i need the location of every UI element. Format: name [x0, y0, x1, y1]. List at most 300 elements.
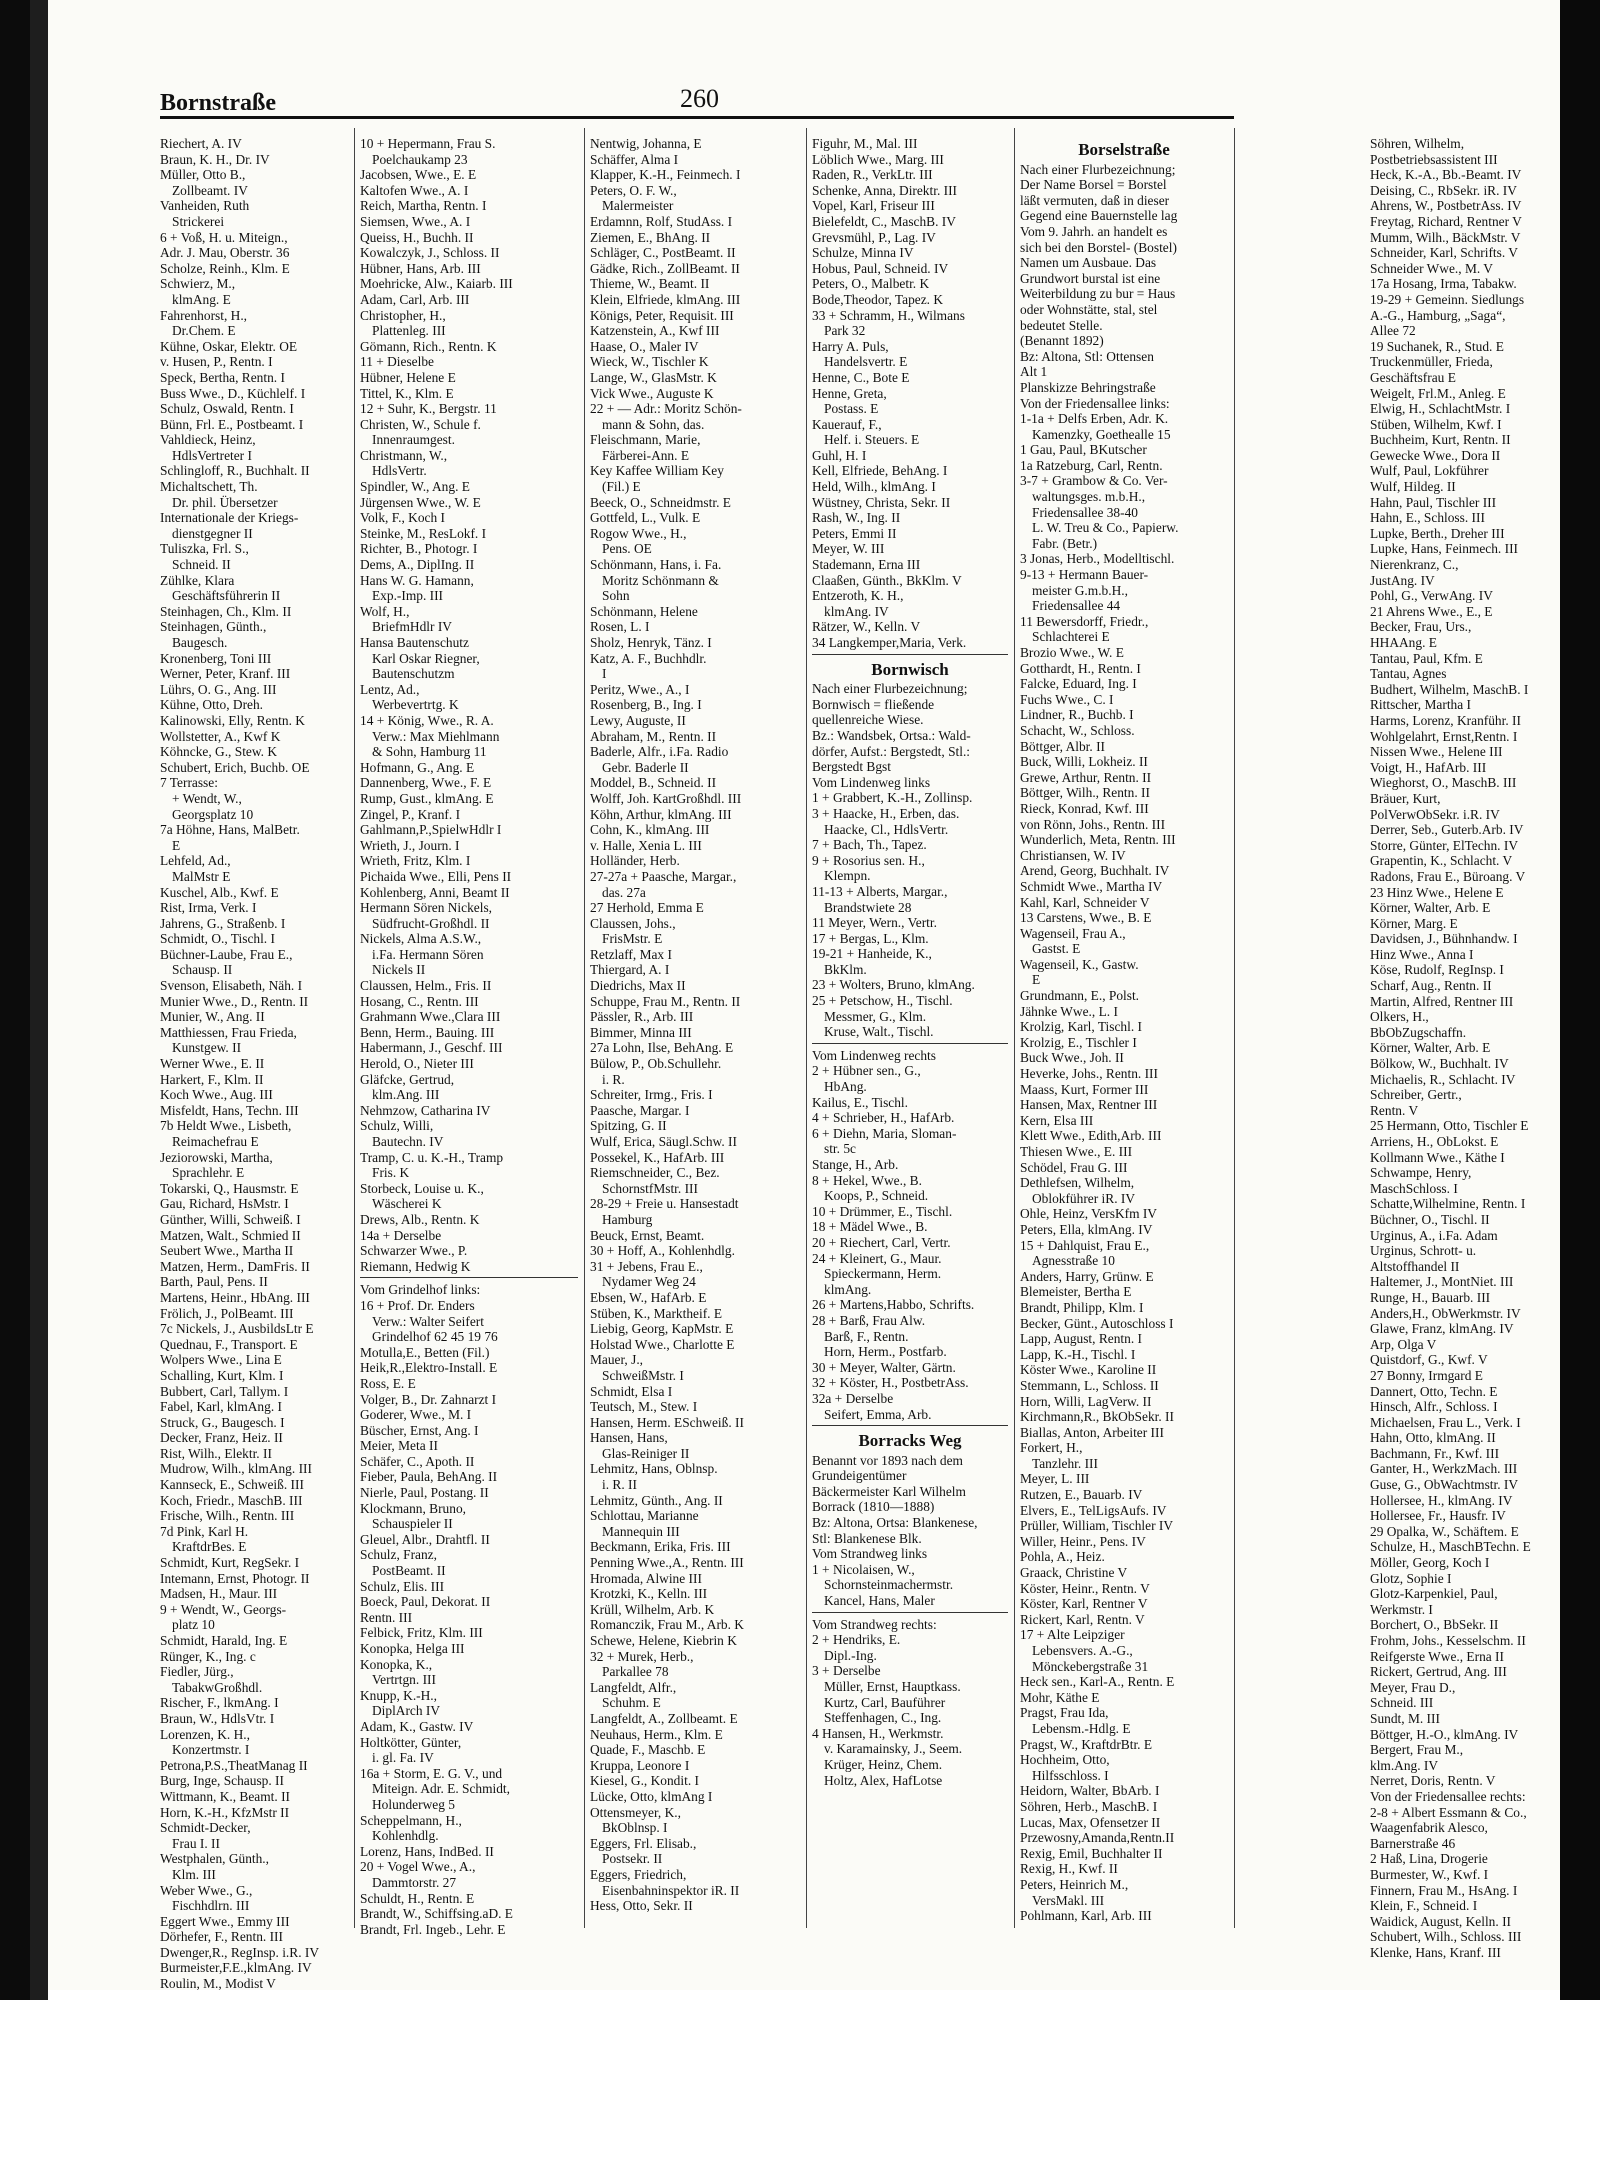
directory-entry: Hahn, Paul, Tischler III: [1370, 494, 1497, 510]
directory-entry: Böttger, Albr. II: [1020, 738, 1106, 754]
scan-bottom-margin: [0, 2000, 1600, 2177]
directory-entry: Gebr. Baderle II: [602, 759, 689, 775]
directory-entry: Lange, W., GlasMstr. K: [590, 369, 717, 385]
directory-entry: 4 + Schrieber, H., HafArb.: [812, 1110, 955, 1126]
directory-entry: Abraham, M., Rentn. II: [590, 728, 717, 744]
directory-entry: L. W. Treu & Co., Papierw.: [1032, 520, 1179, 536]
directory-entry: Borchert, O., BbSekr. II: [1370, 1617, 1499, 1633]
directory-entry: Wagenseil, Frau A.,: [1020, 925, 1126, 941]
directory-entry: Wittmann, K., Beamt. II: [160, 1788, 290, 1804]
directory-entry: Holstad Wwe., Charlotte E: [590, 1336, 735, 1352]
directory-entry: 19 Suchanek, R., Stud. E: [1370, 338, 1504, 354]
directory-entry: BkKlm.: [824, 961, 867, 977]
directory-entry: Exp.-Imp. III: [372, 588, 444, 604]
directory-entry: 31 + Jebens, Frau E.,: [590, 1258, 703, 1274]
directory-entry: 28-29 + Freie u. Hansestadt: [590, 1196, 739, 1212]
directory-entry: 1 Gau, Paul, BKutscher: [1020, 442, 1147, 458]
directory-entry: Schausp. II: [172, 962, 233, 978]
directory-entry: Lebensvers. A.-G.,: [1032, 1643, 1133, 1658]
directory-entry: Rosen, L. I: [590, 619, 650, 635]
directory-entry: Frölich, J., PolBeamt. III: [160, 1305, 294, 1321]
directory-entry: waltungsges. m.b.H.,: [1032, 489, 1146, 505]
directory-entry: Moehricke, Alw., Kaiarb. III: [360, 276, 513, 292]
directory-entry: Grundeigentümer: [812, 1468, 907, 1484]
directory-entry: Körner, Walter, Arb. E: [1370, 900, 1491, 916]
directory-entry: 7d Pink, Karl H.: [160, 1523, 249, 1539]
directory-entry: Peters, O. F. W.,: [590, 182, 677, 198]
directory-entry: 7c Nickels, J., AusbildsLtr E: [160, 1321, 314, 1337]
directory-entry: Rieck, Konrad, Kwf. III: [1020, 800, 1149, 816]
directory-entry: JustAng. IV: [1370, 572, 1435, 588]
directory-entry: Scharf, Aug., Rentn. II: [1370, 978, 1492, 994]
directory-entry: Vom Grindelhof links:: [360, 1282, 481, 1298]
directory-entry: Messmer, G., Klm.: [824, 1008, 927, 1024]
directory-entry: Schornsteinmachermstr.: [824, 1577, 954, 1593]
directory-entry: Kruppa, Leonore I: [590, 1757, 690, 1773]
directory-entry: 11-13 + Alberts, Margar.,: [812, 883, 948, 899]
directory-entry: Munier, W., Ang. II: [160, 1009, 265, 1025]
directory-entry: Bornwisch = fließende: [812, 696, 935, 712]
directory-entry: Schulz, Willi,: [360, 1118, 434, 1134]
directory-entry: Schulze, Minna IV: [812, 245, 914, 261]
section-rule: [812, 1043, 1008, 1045]
directory-entry: Brozio Wwe., W. E: [1020, 645, 1124, 660]
directory-entry: Klein, Elfriede, klmAng. III: [590, 291, 741, 307]
directory-entry: Hess, Otto, Sekr. II: [590, 1898, 693, 1914]
directory-entry: Büchner-Laube, Frau E.,: [160, 946, 293, 962]
directory-entry: Peters, Ella, klmAng. IV: [1020, 1221, 1153, 1237]
directory-entry: FrisMstr. E: [602, 931, 663, 947]
directory-entry: Kern, Elsa III: [1020, 1112, 1094, 1128]
directory-entry: Schatte,Wilhelmine, Rentn. I: [1370, 1196, 1526, 1212]
directory-entry: 2 Haß, Lina, Drogerie: [1370, 1851, 1488, 1867]
directory-entry: Köster Wwe., Karoline II: [1020, 1362, 1157, 1378]
directory-entry: i. gl. Fa. IV: [372, 1750, 434, 1766]
directory-entry: oder Wohnstätte, stal, stel: [1020, 301, 1158, 317]
directory-entry: Habermann, J., Geschf. III: [360, 1040, 503, 1056]
directory-entry: Schönmann, Hans, i. Fa.: [590, 557, 722, 573]
directory-entry: Jürgensen Wwe., W. E: [360, 494, 481, 510]
directory-entry: Pragst, W., KraftdrBtr. E: [1020, 1736, 1153, 1752]
directory-entry: Rickert, Karl, Rentn. V: [1020, 1611, 1145, 1627]
directory-entry: Söhren, Herb., MaschB. I: [1020, 1798, 1158, 1814]
directory-entry: Schenke, Anna, Direktr. III: [812, 182, 958, 198]
directory-entry: Frau I. II: [172, 1835, 220, 1851]
directory-entry: HbAng.: [824, 1079, 867, 1095]
directory-entry: Frische, Wilh., Rentn. III: [160, 1508, 295, 1524]
directory-entry: Forkert, H.,: [1020, 1440, 1083, 1456]
directory-entry: Scheppelmann, H.,: [360, 1812, 462, 1828]
directory-entry: Werner Wwe., E. II: [160, 1056, 265, 1072]
directory-entry: Krolzig, Karl, Tischl. I: [1020, 1019, 1142, 1035]
directory-entry: Grundwort burstal ist eine: [1020, 270, 1161, 286]
directory-entry: Wohlgelahrt, Ernst,Rentn. I: [1370, 728, 1518, 744]
directory-entry: Adam, Carl, Arb. III: [360, 291, 470, 307]
directory-entry: Kühne, Otto, Dreh.: [160, 697, 264, 713]
directory-entry: Brandt, Frl. Ingeb., Lehr. E: [360, 1921, 506, 1937]
directory-entry: 28 + Barß, Frau Alw.: [812, 1312, 926, 1328]
directory-entry: Nickels II: [372, 962, 426, 978]
directory-column-4: [812, 136, 1008, 1788]
directory-entry: Koch, Friedr., MaschB. III: [160, 1492, 303, 1508]
directory-entry: Schmidt, Elsa I: [590, 1383, 673, 1399]
directory-entry: Prüller, William, Tischler IV: [1020, 1518, 1174, 1534]
directory-entry: Rutzen, E., Bauarb. IV: [1020, 1487, 1143, 1503]
directory-entry: Neuhaus, Herm., Klm. E: [590, 1726, 723, 1742]
directory-entry: Allee 72: [1370, 323, 1416, 339]
directory-entry: Petrona,P.S.,TheatManag II: [160, 1757, 308, 1773]
directory-entry: Hollersee, H., klmAng. IV: [1370, 1492, 1513, 1508]
directory-entry: Meyer, W. III: [812, 541, 885, 557]
directory-entry: Lindner, R., Buchb. I: [1020, 707, 1134, 723]
directory-entry: Schneider, Karl, Schrifts. V: [1370, 245, 1518, 261]
directory-entry: 25 Hermann, Otto, Tischler E: [1370, 1118, 1529, 1134]
directory-entry: Horn, K.-H., KfzMstr II: [160, 1804, 290, 1820]
directory-entry: Konzertmstr. I: [172, 1742, 250, 1758]
directory-entry: SchornstfMstr. III: [602, 1180, 698, 1196]
directory-entry: klmAng.: [824, 1281, 872, 1297]
directory-entry: Thiergard, A. I: [590, 962, 670, 978]
directory-entry: Schubert, Wilh., Schloss. III: [1370, 1929, 1522, 1945]
directory-entry: Internationale der Kriegs-: [160, 510, 299, 526]
directory-entry: Liebig, Georg, KapMstr. E: [590, 1321, 734, 1337]
directory-entry: Dr. phil. Übersetzer: [172, 494, 278, 510]
directory-entry: Mumm, Wilh., BäckMstr. V: [1370, 229, 1521, 245]
directory-entry: I: [602, 666, 607, 682]
directory-entry: Mannequin III: [602, 1523, 680, 1539]
directory-entry: Peritz, Wwe., A., I: [590, 681, 690, 697]
directory-entry: Bergstedt Bgst: [812, 759, 891, 775]
directory-entry: Buck, Willi, Lokheiz. II: [1020, 754, 1148, 770]
directory-entry: Haacke, Cl., HdlsVertr.: [824, 821, 949, 837]
directory-entry: Schulze, H., MaschBTechn. E: [1370, 1539, 1531, 1555]
directory-entry: Vopel, Karl, Friseur III: [812, 198, 935, 214]
directory-entry: Wäscherei K: [372, 1196, 442, 1212]
directory-entry: Riemschneider, C., Bez.: [590, 1165, 720, 1181]
directory-entry: Hansen, Hans,: [590, 1430, 668, 1446]
directory-entry: 26 + Martens,Habbo, Schrifts.: [812, 1297, 975, 1313]
directory-entry: bedeutet Stelle.: [1020, 317, 1103, 333]
directory-entry: klmAng. IV: [824, 603, 889, 619]
directory-entry: Hromada, Alwine III: [590, 1570, 702, 1586]
directory-entry: 12 + Suhr, K., Bergstr. 11: [360, 401, 497, 417]
directory-entry: Retzlaff, Max I: [590, 946, 672, 962]
directory-entry: Falcke, Eduard, Ing. I: [1020, 676, 1137, 692]
directory-entry: Lorenz, Hans, IndBed. II: [360, 1843, 494, 1859]
directory-entry: Schalling, Kurt, Klm. I: [160, 1367, 284, 1383]
column-divider: [1234, 128, 1235, 1928]
directory-entry: Boeck, Paul, Dekorat. II: [360, 1594, 491, 1610]
directory-entry: Kronenberg, Toni III: [160, 650, 272, 666]
directory-entry: Richter, B., Photogr. I: [360, 541, 478, 557]
directory-entry: Schäfer, C., Apoth. II: [360, 1453, 475, 1469]
directory-entry: sich bei den Borstel- (Bostel): [1020, 239, 1177, 255]
directory-entry: Reimachefrau E: [172, 1134, 259, 1149]
directory-entry: Weiterbildung zu bur = Haus: [1020, 286, 1176, 302]
directory-entry: Geschäftsführerin II: [172, 588, 281, 604]
directory-entry: Krüger, Heinz, Chem.: [824, 1756, 943, 1772]
directory-entry: Von der Friedensallee links:: [1020, 395, 1170, 411]
directory-entry: 25 + Petschow, H., Tischl.: [812, 993, 953, 1009]
directory-entry: Beuck, Ernst, Beamt.: [590, 1227, 705, 1243]
directory-entry: Wieghorst, O., MaschB. III: [1370, 775, 1517, 791]
directory-entry: Storbeck, Louise u. K.,: [360, 1180, 484, 1196]
directory-entry: 6 + Diehn, Maria, Sloman-: [812, 1125, 957, 1141]
directory-entry: Vick Wwe., Auguste K: [590, 385, 714, 401]
directory-entry: Böttger, H.-O., klmAng. IV: [1370, 1726, 1519, 1742]
directory-entry: Moritz Schönmann &: [602, 572, 719, 588]
directory-entry: Hansa Bautenschutz: [360, 635, 469, 650]
directory-entry: Lührs, O. G., Ang. III: [160, 681, 277, 697]
directory-entry: Guhl, H. I: [812, 447, 867, 463]
directory-entry: Graack, Christine V: [1020, 1565, 1128, 1581]
directory-entry: Thieme, W., Beamt. II: [590, 276, 710, 292]
directory-entry: KraftdrBes. E: [172, 1539, 247, 1555]
directory-entry: Steinhagen, Ch., Klm. II: [160, 603, 292, 619]
directory-entry: (Fil.) E: [602, 479, 641, 495]
directory-entry: Freytag, Richard, Rentner V: [1370, 213, 1522, 229]
directory-entry: Holtz, Alex, HafLotse: [824, 1772, 943, 1788]
street-heading: Borselstraße: [1078, 140, 1170, 159]
directory-entry: Dwenger,R., RegInsp. i.R. IV: [160, 1944, 320, 1960]
directory-entry: 27-27a + Paasche, Margar.,: [590, 868, 737, 884]
directory-entry: Benn, Herm., Bauing. III: [360, 1024, 495, 1040]
directory-entry: Gewecke Wwe., Dora II: [1370, 447, 1501, 463]
directory-entry: Glotz-Karpenkiel, Paul,: [1370, 1586, 1498, 1602]
directory-entry: Haase, O., Maler IV: [590, 338, 699, 354]
directory-entry: Storre, Günter, ElTechn. IV: [1370, 837, 1519, 853]
directory-entry: Bielefeldt, C., MaschB. IV: [812, 213, 956, 229]
directory-entry: Henne, Greta,: [812, 385, 887, 401]
directory-entry: Konopka, Helga III: [360, 1641, 465, 1656]
directory-entry: Lupke, Hans, Feinmech. III: [1370, 541, 1518, 557]
directory-entry: Svenson, Elisabeth, Näh. I: [160, 978, 303, 994]
directory-entry: 7 Terrasse:: [160, 775, 218, 791]
directory-entry: Hosang, C., Rentn. III: [360, 993, 479, 1009]
directory-entry: Altstoffhandel II: [1370, 1258, 1460, 1274]
directory-entry: Holtkötter, Günter,: [360, 1734, 462, 1750]
directory-entry: Roulin, M., Modist V: [160, 1976, 276, 1992]
directory-entry: Vahldieck, Heinz,: [160, 432, 256, 448]
directory-entry: Volger, B., Dr. Zahnarzt I: [360, 1391, 497, 1407]
directory-entry: Urginus, A., i.Fa. Adam: [1370, 1227, 1498, 1243]
directory-entry: Kamenzky, Goethealle 15: [1032, 426, 1171, 442]
directory-entry: 18 + Mädel Wwe., B.: [812, 1219, 928, 1235]
directory-entry: VersMakl. III: [1032, 1892, 1105, 1908]
directory-entry: Burmester, W., Kwf. I: [1370, 1866, 1489, 1882]
directory-entry: Baugesch.: [172, 635, 228, 650]
directory-entry: Grindelhof 62 45 19 76: [372, 1329, 498, 1345]
directory-entry: Voigt, H., HafArb. III: [1370, 759, 1487, 775]
directory-entry: Rittscher, Martha I: [1370, 697, 1471, 713]
directory-entry: Lewy, Auguste, II: [590, 712, 686, 728]
directory-entry: Lentz, Ad.,: [360, 681, 420, 697]
directory-entry: 3-7 + Grambow & Co. Ver-: [1020, 473, 1168, 489]
directory-entry: & Sohn, Hamburg 11: [372, 744, 487, 760]
directory-entry: Schwampe, Henry,: [1370, 1165, 1472, 1181]
directory-entry: Schmidt, Kurt, RegSekr. I: [160, 1555, 300, 1571]
directory-entry: Heck, K.-A., Bb.-Beamt. IV: [1370, 167, 1522, 183]
directory-entry: Schubert, Erich, Buchb. OE: [160, 759, 310, 775]
directory-entry: Zingel, P., Kranf. I: [360, 806, 461, 822]
directory-entry: Deising, C., RbSekr. iR. IV: [1370, 182, 1517, 198]
directory-entry: Schmidt Wwe., Martha IV: [1020, 878, 1163, 894]
directory-entry: Sprachlehr. E: [172, 1165, 245, 1181]
directory-entry: 16 + Prof. Dr. Enders: [360, 1297, 475, 1313]
directory-entry: Weigelt, Frl.M., Anleg. E: [1370, 385, 1506, 401]
directory-entry: Agnesstraße 10: [1032, 1253, 1115, 1269]
directory-entry: Raden, R., VerkLtr. III: [812, 167, 933, 183]
directory-entry: Wulf, Hildeg. II: [1370, 479, 1456, 495]
directory-entry: Namen um Ausbaue. Das: [1020, 255, 1157, 271]
directory-entry: Kauerauf, F.,: [812, 416, 882, 432]
directory-entry: Fris. K: [372, 1165, 410, 1181]
directory-entry: Urginus, Schrott- u.: [1370, 1243, 1477, 1259]
directory-entry: Nierle, Paul, Postang. II: [360, 1485, 489, 1501]
directory-entry: 32 + Köster, H., PostbetrAss.: [812, 1375, 969, 1391]
directory-entry: Burg, Inge, Schausp. II: [160, 1773, 284, 1789]
directory-entry: + Wendt, W.,: [172, 790, 242, 806]
directory-entry: Burmeister,F.E.,klmAng. IV: [160, 1960, 312, 1976]
directory-entry: Intemann, Ernst, Photogr. II: [160, 1570, 310, 1586]
directory-entry: Rentn. V: [1370, 1102, 1419, 1118]
directory-entry: Pohl, G., VerwAng. IV: [1370, 588, 1493, 604]
directory-entry: Kell, Elfriede, BehAng. I: [812, 463, 948, 479]
directory-entry: Fabr. (Betr.): [1032, 535, 1098, 551]
directory-entry: Stademann, Erna III: [812, 557, 921, 573]
directory-entry: Rosenberg, B., Ing. I: [590, 697, 702, 713]
directory-entry: Schuldt, H., Rentn. E: [360, 1890, 475, 1906]
directory-entry: Köhn, Arthur, klmAng. III: [590, 806, 732, 822]
directory-entry: Rischer, F., lkmAng. I: [160, 1695, 279, 1711]
directory-entry: Schulz, Elis. III: [360, 1578, 445, 1594]
directory-entry: 2-8 + Albert Essmann & Co.,: [1370, 1804, 1527, 1820]
directory-entry: Färberei-Ann. E: [602, 447, 690, 463]
directory-entry: Tramp, C. u. K.-H., Tramp: [360, 1149, 504, 1165]
directory-entry: Nierenkranz, C.,: [1370, 557, 1459, 573]
directory-entry: Meier, Meta II: [360, 1438, 438, 1454]
directory-entry: 27a Lohn, Ilse, BehAng. E: [590, 1040, 734, 1056]
directory-entry: Schuppe, Frau M., Rentn. II: [590, 993, 741, 1009]
directory-entry: v. Halle, Xenia L. III: [590, 837, 702, 853]
directory-entry: Gömann, Rich., Rentn. K: [360, 338, 497, 354]
directory-entry: Mönckebergstraße 31: [1032, 1658, 1149, 1674]
directory-entry: Paasche, Margar. I: [590, 1102, 690, 1118]
directory-entry: 14a + Derselbe: [360, 1227, 442, 1243]
directory-entry: Parkallee 78: [602, 1664, 669, 1680]
directory-entry: Possekel, K., HafArb. III: [590, 1149, 725, 1165]
directory-entry: Madsen, H., Maur. III: [160, 1586, 278, 1602]
directory-entry: Glas-Reiniger II: [602, 1445, 690, 1461]
directory-entry: Erdamnn, Rolf, StudAss. I: [590, 213, 733, 229]
directory-entry: Schneid. III: [1370, 1695, 1434, 1711]
directory-entry: Peters, Heinrich M.,: [1020, 1876, 1129, 1892]
directory-entry: Cohn, K., klmAng. III: [590, 822, 710, 838]
directory-entry: Thiesen Wwe., E. III: [1020, 1144, 1133, 1159]
directory-entry: 21 Ahrens Wwe., E., E: [1370, 603, 1493, 619]
directory-entry: Ganter, H., WerkzMach. III: [1370, 1461, 1518, 1477]
directory-entry: Koops, P., Schneid.: [824, 1188, 929, 1204]
directory-entry: Hinsch, Alfr., Schloss. I: [1370, 1399, 1498, 1415]
directory-entry: Schlachterei E: [1032, 629, 1110, 645]
directory-entry: Hansen, Max, Rentner III: [1020, 1097, 1158, 1113]
directory-entry: Elwig, H., SchlachtMstr. I: [1370, 401, 1511, 417]
directory-entry: Postbetriebsassistent III: [1370, 151, 1498, 167]
section-rule: [812, 1612, 1008, 1614]
directory-entry: Glawe, Franz, klmAng. IV: [1370, 1321, 1514, 1337]
directory-entry: Rexig, Emil, Buchhalter II: [1020, 1845, 1163, 1861]
directory-entry: Miteign. Adr. E. Schmidt,: [372, 1781, 510, 1797]
directory-entry: Olkers, H.,: [1370, 1009, 1429, 1025]
directory-entry: Nissen Wwe., Helene III: [1370, 744, 1503, 760]
directory-entry: 1 + Nicolaisen, W.,: [812, 1561, 915, 1577]
directory-entry: Pragst, Frau Ida,: [1020, 1705, 1109, 1721]
directory-entry: Meyer, L. III: [1020, 1471, 1090, 1487]
directory-entry: Beckmann, Erika, Fris. III: [590, 1539, 731, 1555]
directory-entry: Dethlefsen, Wilhelm,: [1020, 1175, 1135, 1191]
directory-entry: Dr.Chem. E: [172, 323, 236, 339]
directory-entry: Vom Strandweg links: [812, 1546, 928, 1562]
directory-entry: Bergert, Frau M.,: [1370, 1742, 1464, 1758]
directory-entry: Köster, Karl, Rentner V: [1020, 1596, 1148, 1612]
directory-entry: Peters, Emmi II: [812, 525, 897, 541]
directory-entry: 22 + — Adr.: Moritz Schön-: [590, 401, 742, 417]
directory-entry: Weber Wwe., G.,: [160, 1882, 253, 1898]
directory-entry: Kahl, Karl, Schneider V: [1020, 894, 1150, 910]
directory-entry: 19-21 + Hanheide, K.,: [812, 946, 932, 962]
directory-entry: Koch Wwe., Aug. III: [160, 1087, 273, 1103]
directory-entry: Claussen, Helm., Fris. II: [360, 978, 492, 994]
directory-entry: Klm. III: [172, 1866, 216, 1882]
directory-entry: Karl Oskar Riegner,: [372, 650, 480, 666]
directory-entry: PostBeamt. II: [372, 1563, 446, 1579]
directory-entry: Kunstgew. II: [172, 1040, 242, 1056]
directory-entry: Heidorn, Walter, BbArb. I: [1020, 1783, 1160, 1799]
directory-entry: Nehmzow, Catharina IV: [360, 1102, 491, 1118]
directory-entry: Heverke, Johs., Rentn. III: [1020, 1066, 1158, 1082]
directory-entry: Horn, Willi, LagVerw. II: [1020, 1393, 1152, 1409]
directory-entry: Ottensmeyer, K.,: [590, 1804, 681, 1820]
directory-entry: Wollstetter, A., Kwf K: [160, 728, 281, 744]
directory-entry: Riechert, A. IV: [160, 136, 242, 151]
directory-entry: Hübner, Helene E: [360, 369, 456, 385]
directory-entry: Büchner, O., Tischl. II: [1370, 1211, 1490, 1227]
directory-entry: Müller, Ernst, Hauptkass.: [824, 1679, 961, 1694]
directory-entry: Grevsmühl, P., Lag. IV: [812, 229, 936, 245]
directory-entry: Werkmstr. I: [1370, 1601, 1433, 1617]
directory-entry: Rünger, K., Ing. c: [160, 1648, 256, 1664]
directory-entry: Poelchaukamp 23: [372, 151, 468, 167]
directory-entry: Riemann, Hedwig K: [360, 1258, 471, 1274]
directory-entry: Schreiber, Gertr.,: [1370, 1087, 1462, 1103]
directory-entry: Mauer, J.,: [590, 1352, 644, 1368]
directory-entry: 1 + Grabbert, K.-H., Zollinsp.: [812, 790, 973, 806]
directory-entry: Matthiessen, Frau Frieda,: [160, 1024, 297, 1040]
directory-entry: Schmidt-Decker,: [160, 1820, 251, 1836]
directory-entry: Mohr, Käthe E: [1020, 1689, 1100, 1705]
directory-entry: Siemsen, Wwe., A. I: [360, 213, 471, 229]
directory-entry: Anders,H., ObWerkmstr. IV: [1370, 1305, 1521, 1321]
directory-entry: Dems, A., DiplIng. II: [360, 557, 475, 573]
directory-entry: 32a + Derselbe: [812, 1390, 894, 1406]
directory-entry: Eggers, Frl. Elisab.,: [590, 1835, 697, 1851]
directory-entry: 27 Bonny, Irmgard E: [1370, 1367, 1483, 1383]
directory-entry: 11 + Dieselbe: [360, 354, 434, 370]
directory-entry: Katz, A. F., Buchhdlr.: [590, 650, 707, 666]
directory-entry: Grapentin, K., Schlacht. V: [1370, 853, 1513, 869]
directory-entry: HHAAng. E: [1370, 635, 1437, 650]
section-rule: [812, 1425, 1008, 1427]
